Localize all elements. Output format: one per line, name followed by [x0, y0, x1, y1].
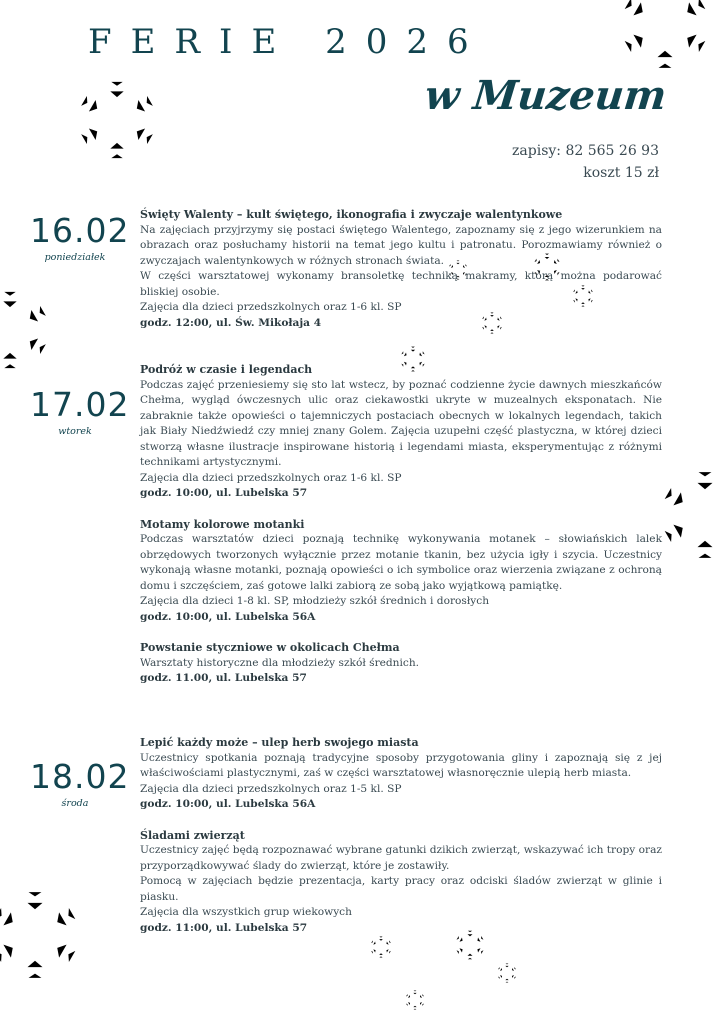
event-time-place: godz. 10:00, ul. Lubelska 57 — [140, 487, 308, 499]
event — [140, 362, 662, 502]
date-weekday: wtorek — [58, 426, 92, 437]
date-16-02 — [30, 211, 130, 263]
day-events-18-02 — [140, 735, 662, 951]
event-title: Podróż w czasie i legendach — [140, 363, 313, 376]
snowflake-icon — [77, 80, 157, 160]
event-description: Na zajęciach przyjrzymy się postaci świętego Walentego, zapoznamy się z jego wizerunkiem na obrazach oraz posłuchamy historii na temat jego kultu i patronatu. Porozmawiamy również o zwyczajach walentynkowych w różnych stronach świata. — [140, 223, 662, 267]
event-audience: Zajęcia dla wszystkich grup wiekowych — [140, 906, 352, 918]
event-description: W części warsztatowej wykonamy bransoletkę techniką makramy, którą można podarować bliskiej osobie. — [140, 270, 662, 298]
date-17-02 — [30, 385, 130, 437]
event-description: Pomocą w zajęciach będzie prezentacja, karty pracy oraz odciski śladów zwierząt w glinie i piasku. — [140, 875, 662, 903]
event-time-place: godz. 12:00, ul. Św. Mikołaja 4 — [140, 316, 322, 329]
event-title: Lepić każdy może – ulep herb swojego miasta — [140, 736, 419, 749]
event — [140, 735, 662, 813]
event — [140, 828, 662, 937]
event-time-place: godz. 11.00, ul. Lubelska 57 — [140, 672, 307, 684]
day-events-17-02 — [140, 362, 662, 702]
contact-info — [512, 140, 659, 184]
signup-phone: zapisy: 82 565 26 93 — [512, 143, 659, 159]
event-description: Warsztaty historyczne dla młodzieży szkół średnich. — [140, 656, 420, 669]
event-description: Uczestnicy spotkania poznają tradycyjne sposoby przygotowania gliny i zapoznają się z jej właściwościami plastycznymi, zaś w części warsztatowej własnoręcznie ulepią herb miasta. — [140, 751, 662, 779]
date-number: 16.02 — [30, 211, 130, 250]
event-description: Uczestnicy zajęć będą rozpoznawać wybrane gatunki dzikich zwierząt, wskazywać ich tropy oraz przyporządkowywać ślady do zwierząt, które je zostawiły. — [140, 844, 662, 872]
page-title: FERIE 2026 — [88, 22, 488, 62]
snowflake-icon — [660, 470, 721, 560]
event-description: Podczas zajęć przeniesiemy się sto lat wstecz, by poznać codzienne życie dawnych mieszkańców Chełma, wygląd ówczesnych ulic oraz ciekawostki ukryte w muzealnych eksponatach. Nie zabraknie także opowieści o tajemniczych postaciach obecnych w lokalnych legendach, takich jak Biały Niedźwiedź czy mniej znany Golem. Zajęcia uzupełni część plastyczna, w której dzieci stworzą własne ilustracje inspirowane historią i legendami miasta, eksperymentując z różnymi technikami artystycznymi. — [140, 378, 662, 468]
event-description: Podczas warsztatów dzieci poznają technikę wykonywania motanek – słowiańskich lalek obrzędowych tworzonych wyłącznie przez motanie tkanin, bez użycia igły i szycia. Uczestnicy wykonają własne motanki, poznają opowieści o ich symbolice oraz wierzenia związane z ochroną domu i szczęściem, zaś gotowe lalki zabiorą ze sobą jako wyjątkową pamiątkę. — [140, 533, 662, 592]
event — [140, 207, 662, 331]
cost-label: koszt 15 zł — [583, 165, 659, 181]
event-title: Motamy kolorowe motanki — [140, 517, 305, 531]
event-title: Śladami zwierząt — [140, 828, 245, 842]
snowflake-icon — [497, 963, 517, 983]
event — [140, 517, 662, 626]
date-weekday: środa — [61, 798, 89, 809]
event-audience: Zajęcia dla dzieci przedszkolnych oraz 1-6 kl. SP — [140, 301, 402, 313]
snowflake-icon — [0, 890, 80, 980]
date-number: 18.02 — [30, 757, 130, 796]
date-18-02 — [30, 757, 130, 809]
event-time-place: godz. 10:00, ul. Lubelska 56A — [140, 610, 316, 623]
day-events-16-02 — [140, 207, 662, 346]
event — [140, 640, 662, 687]
event-time-place: godz. 11:00, ul. Lubelska 57 — [140, 921, 308, 934]
event-title: Powstanie styczniowe w okolicach Chełma — [140, 641, 400, 654]
snowflake-icon — [0, 290, 50, 370]
date-weekday: poniedziałek — [44, 252, 106, 263]
snowflake-icon — [620, 0, 710, 70]
date-number: 17.02 — [30, 385, 130, 424]
event-audience: Zajęcia dla dzieci przedszkolnych oraz 1-5 kl. SP — [140, 782, 402, 795]
event-audience: Zajęcia dla dzieci przedszkolnych oraz 1-6 kl. SP — [140, 471, 402, 484]
event-title: Święty Walenty – kult świętego, ikonografia i zwyczaje walentynkowe — [140, 208, 563, 221]
event-time-place: godz. 10:00, ul. Lubelska 56A — [140, 798, 316, 810]
page-subtitle: w Muzeum — [422, 72, 669, 119]
event-audience: Zajęcia dla dzieci 1-8 kl. SP, młodzieży szkół średnich i dorosłych — [140, 595, 490, 607]
snowflake-icon — [405, 990, 425, 1010]
